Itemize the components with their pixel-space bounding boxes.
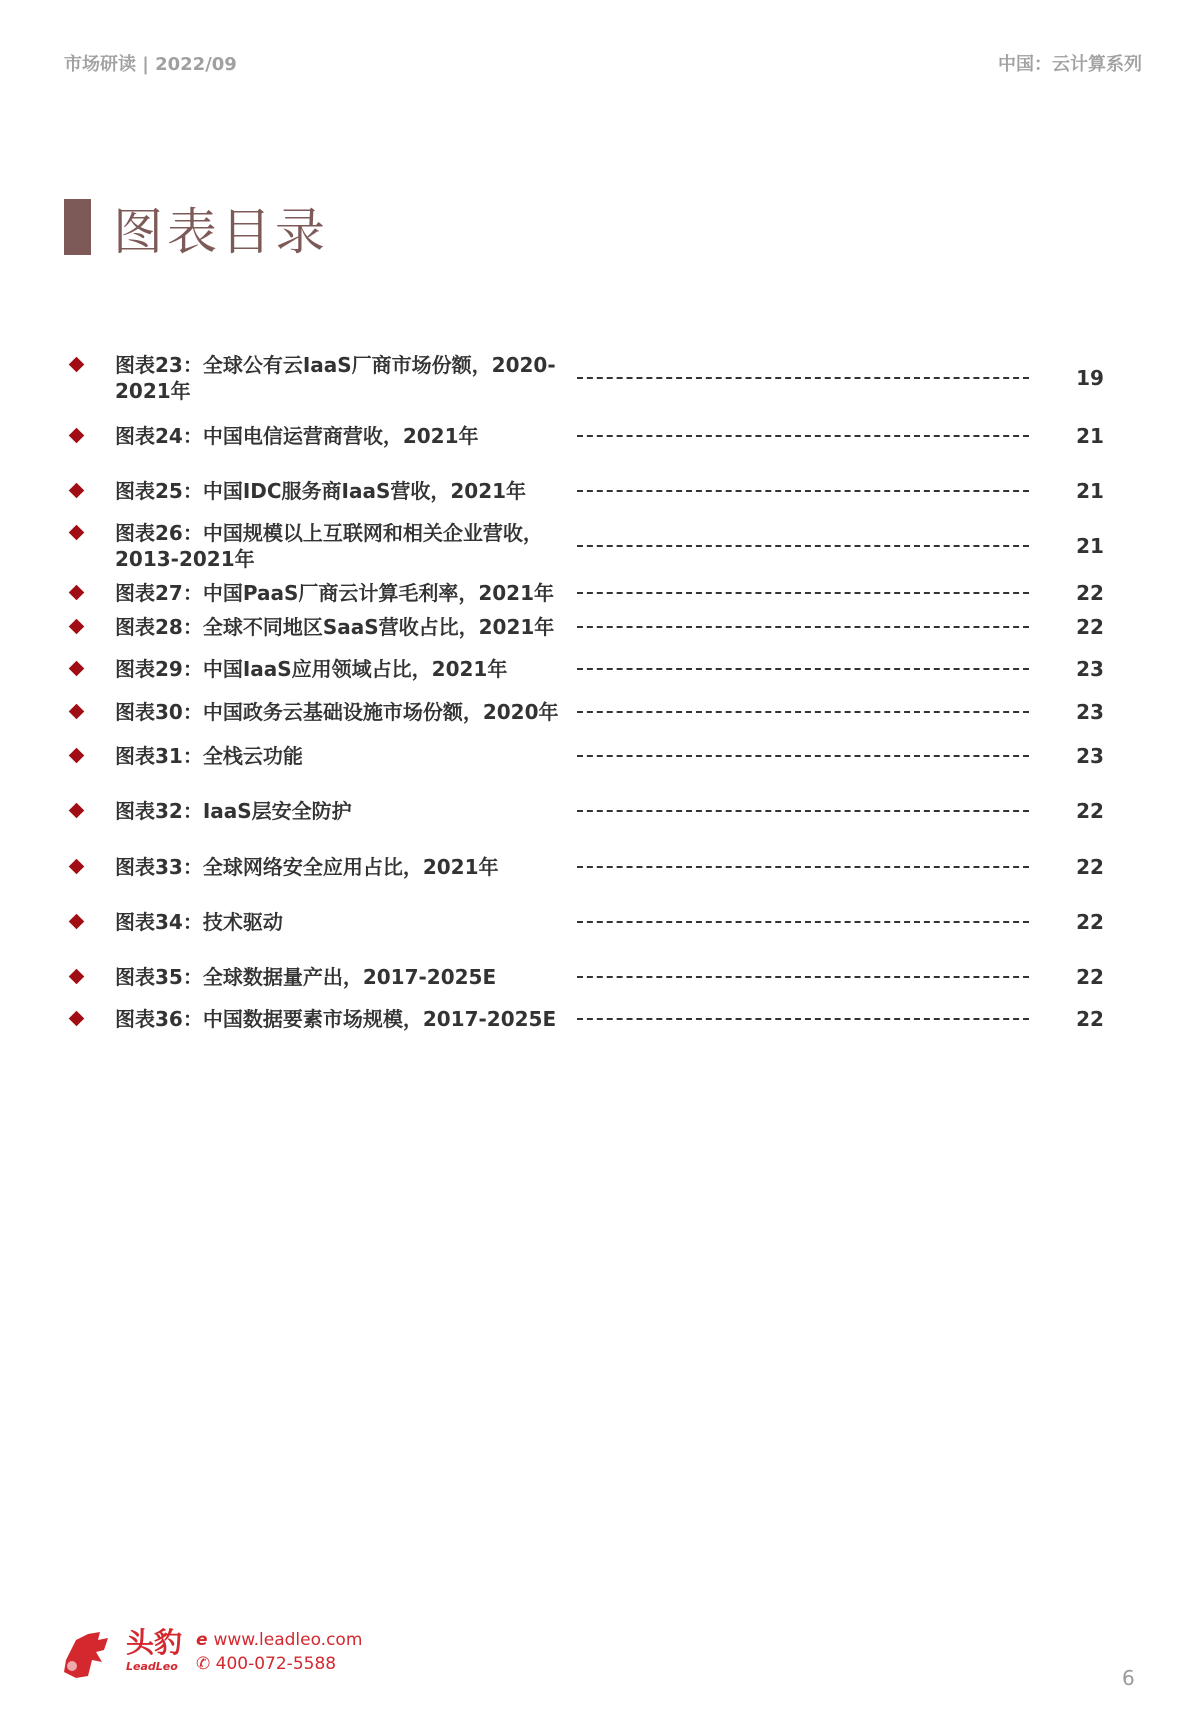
website-link[interactable] [196, 1628, 362, 1652]
brand-name-en: LeadLeo [126, 1660, 178, 1673]
bullet-diamond-icon [69, 428, 85, 444]
brand-name-cn: 头豹 [126, 1626, 183, 1659]
table-of-figures [0, 352, 1200, 1040]
toc-item-label: 图表30：中国政务云基础设施市场份额，2020年 [115, 700, 559, 724]
phone-text: 400-072-5588 [215, 1654, 337, 1674]
header-series: 中国：云计算系列 [998, 54, 1142, 75]
bullet-cell [0, 352, 115, 378]
leader-dots [577, 921, 1029, 923]
bullet-cell [0, 1006, 115, 1032]
toc-item-page: 23 [1076, 744, 1104, 768]
toc-item-page: 22 [1076, 581, 1104, 605]
web-icon: e [196, 1630, 214, 1650]
leader-dots [577, 755, 1029, 757]
bullet-cell [0, 423, 115, 449]
toc-item-label: 图表31：全栈云功能 [115, 744, 303, 768]
page-number: 6 [1122, 1666, 1135, 1690]
leader-dots [577, 810, 1029, 812]
contact-block [196, 1628, 362, 1676]
bullet-diamond-icon [69, 969, 85, 985]
toc-item-page: 21 [1076, 424, 1104, 448]
bullet-cell [0, 798, 115, 824]
toc-item[interactable] [0, 798, 1200, 824]
leader-dots [577, 377, 1029, 379]
toc-item[interactable] [0, 614, 1200, 640]
leader-dots [577, 626, 1029, 628]
toc-item-label: 图表36：中国数据要素市场规模，2017-2025E [115, 1007, 557, 1031]
bullet-cell [0, 699, 115, 725]
phone-contact [196, 1652, 362, 1676]
bullet-cell [0, 656, 115, 682]
toc-item-label: 图表23：全球公有云IaaS厂商市场份额，2020-2021年 [115, 353, 556, 403]
bullet-cell [0, 520, 115, 546]
bullet-diamond-icon [69, 1011, 85, 1027]
bullet-cell [0, 854, 115, 880]
toc-item-label: 图表26：中国规模以上互联网和相关企业营收，2013-2021年 [115, 521, 543, 571]
bullet-diamond-icon [69, 525, 85, 541]
leader-dots [577, 866, 1029, 868]
toc-item-page: 21 [1076, 534, 1104, 558]
header-report-type: 市场研读 | 2022/09 [64, 54, 237, 75]
page-title: 图表目录 [113, 203, 329, 261]
bullet-cell [0, 614, 115, 640]
bullet-diamond-icon [69, 914, 85, 930]
bullet-diamond-icon [69, 859, 85, 875]
bullet-diamond-icon [69, 483, 85, 499]
toc-item-label: 图表29：中国IaaS应用领域占比，2021年 [115, 657, 508, 681]
toc-item[interactable] [0, 854, 1200, 880]
toc-item-page: 21 [1076, 479, 1104, 503]
phone-icon: ✆ [196, 1654, 216, 1674]
toc-item[interactable] [0, 964, 1200, 990]
leader-dots [577, 711, 1029, 713]
bullet-cell [0, 964, 115, 990]
website-text: www.leadleo.com [213, 1630, 363, 1650]
toc-item-page: 22 [1076, 910, 1104, 934]
leader-dots [577, 592, 1029, 594]
bullet-diamond-icon [69, 661, 85, 677]
toc-item[interactable] [0, 352, 1200, 404]
toc-item[interactable] [0, 478, 1200, 504]
toc-item-label: 图表32：IaaS层安全防护 [115, 799, 352, 823]
bullet-cell [0, 580, 115, 606]
toc-item-label: 图表27：中国PaaS厂商云计算毛利率，2021年 [115, 581, 555, 605]
bullet-diamond-icon [69, 585, 85, 601]
title-accent-bar [64, 199, 91, 255]
toc-item-label: 图表33：全球网络安全应用占比，2021年 [115, 855, 499, 879]
leadleo-logo-icon [58, 1630, 118, 1680]
brand-block [126, 1626, 182, 1674]
toc-item-page: 22 [1076, 799, 1104, 823]
toc-item[interactable] [0, 423, 1200, 449]
bullet-cell [0, 909, 115, 935]
bullet-diamond-icon [69, 748, 85, 764]
toc-item-label: 图表34：技术驱动 [115, 910, 283, 934]
toc-item-label: 图表35：全球数据量产出，2017-2025E [115, 965, 497, 989]
leader-dots [577, 1018, 1029, 1020]
toc-item-page: 22 [1076, 615, 1104, 639]
bullet-cell [0, 743, 115, 769]
toc-item[interactable] [0, 699, 1200, 725]
toc-item-label: 图表24：中国电信运营商营收，2021年 [115, 424, 479, 448]
toc-item[interactable] [0, 743, 1200, 769]
leader-dots [577, 435, 1029, 437]
leader-dots [577, 668, 1029, 670]
toc-item-page: 22 [1076, 965, 1104, 989]
toc-item-page: 23 [1076, 700, 1104, 724]
bullet-diamond-icon [69, 803, 85, 819]
toc-item[interactable] [0, 580, 1200, 606]
toc-item-page: 22 [1076, 1007, 1104, 1031]
toc-item[interactable] [0, 520, 1200, 572]
bullet-diamond-icon [69, 619, 85, 635]
toc-item[interactable] [0, 1006, 1200, 1032]
toc-item-label: 图表25：中国IDC服务商IaaS营收，2021年 [115, 479, 527, 503]
leader-dots [577, 545, 1029, 547]
toc-item-page: 19 [1076, 366, 1104, 390]
toc-item-page: 22 [1076, 855, 1104, 879]
toc-item[interactable] [0, 656, 1200, 682]
bullet-diamond-icon [69, 357, 85, 373]
leader-dots [577, 976, 1029, 978]
toc-item-page: 23 [1076, 657, 1104, 681]
bullet-diamond-icon [69, 704, 85, 720]
bullet-cell [0, 478, 115, 504]
toc-item-label: 图表28：全球不同地区SaaS营收占比，2021年 [115, 615, 555, 639]
toc-item[interactable] [0, 909, 1200, 935]
leader-dots [577, 490, 1029, 492]
